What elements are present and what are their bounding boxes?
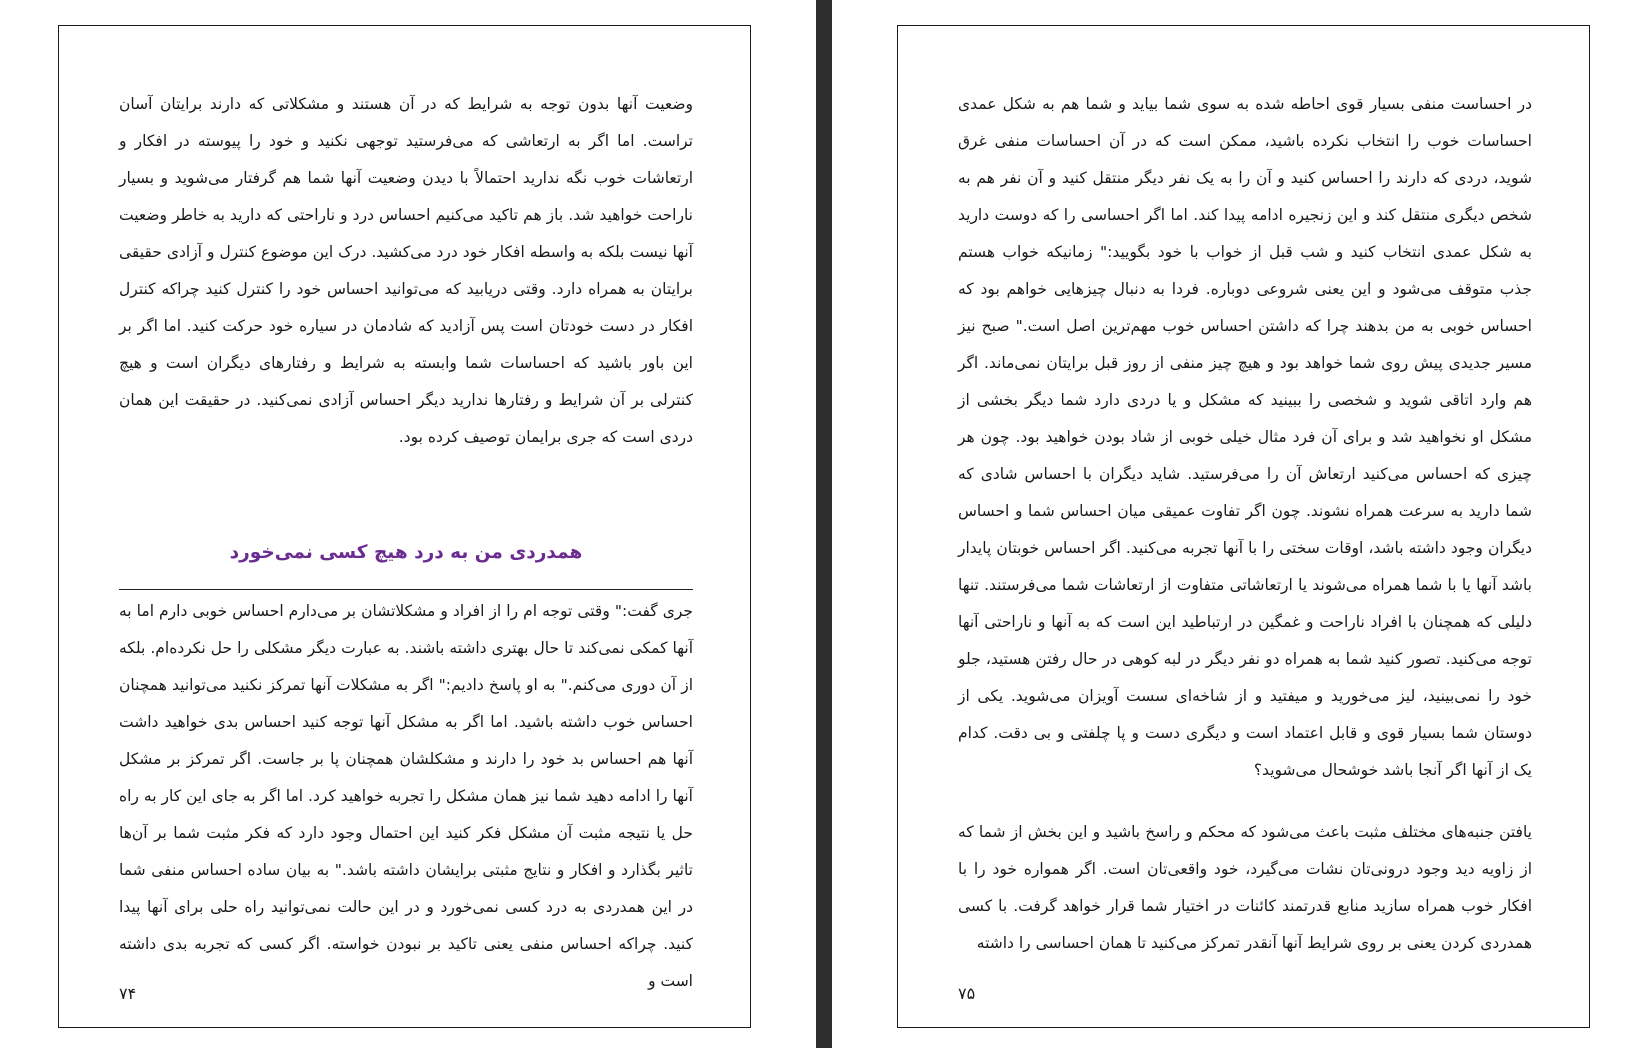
left-page xyxy=(58,25,751,1028)
left-paragraph-1: وضعیت آنها بدون توجه به شرایط که در آن هستند و مشکلاتی که دارند برایتان آسان تراست. اما اگر به ارتعاشی که می‌فرستید توجهی نکنید و خود را پیوسته در افکار و ارتعاشات خوب نگه ندارید احتمالاً با دیدن وضعیت آنها شما هم گرفتار می‌شوید و بسیار ناراحت خواهید شد. باز هم تاکید می‌کنیم احساس درد و ناراحتی که دارید به خاطر وضعیت آنها نیست بلکه به واسطه افکار خود درد می‌کشید. درک این موضوع کنترل و آزادی حقیقی برایتان به همراه دارد. وقتی دریابید که می‌توانید احساس خود را کنترل کنید چراکه کنترل افکار در دست خودتان است پس آزادید که شادمان در سیاره خود حرکت کنید. اما اگر بر این باور باشید که احساسات شما وابسته به شرایط و رفتارهای دیگران است و هیچ کنترلی بر آن شرایط و رفتارها ندارید دیگر احساس آزادی نمی‌کنید. در حقیقت این همان دردی است که جری برایمان توصیف کرده بود. xyxy=(119,95,693,446)
page-number-right: ۷۵ xyxy=(958,984,976,1003)
page-number-left: ۷۴ xyxy=(119,984,137,1003)
heading-divider xyxy=(119,589,693,590)
right-paragraph-2: یافتن جنبه‌های مختلف مثبت باعث می‌شود که محکم و راسخ باشید و این بخش از شما که از زاویه دید وجود درونی‌تان نشات می‌گیرد، خود واقعی‌تان است. اگر همواره خود را با افکار خوب همراه سازید منابع قدرتمند کائنات در اختیار شما قرار خواهد گرفت. با کسی همدردی کردن یعنی بر روی شرایط آنها آنقدر تمرکز می‌کنید تا همان احساسی را داشته xyxy=(958,823,1532,952)
left-paragraph-2: جری گفت:" وقتی توجه ام را از افراد و مشکلاتشان بر می‌دارم احساس خوبی دارم اما به آنها کمکی نمی‌کند تا حال بهتری داشته باشند. به عبارت دیگر مشکلی را حل نکرده‌ام. بلکه از آن دوری می‌کنم." به او پاسخ دادیم:" اگر به مشکلات آنها تمرکز نکنید می‌توانید همچنان احساس خوب داشته باشید. اما اگر به مشکل آنها توجه کنید احساس بدی خواهید داشت آنها هم احساس بد خود را دارند و مشکلشان همچنان پا بر جاست. اگر تمرکز بر مشکل آنها را ادامه دهید شما نیز همان مشکل را تجربه خواهید کرد. اما اگر به جای این کار به راه حل یا نتیجه مثبت آن مشکل فکر کنید این احتمال وجود دارد که فکر مثبت شما بر آن‌ها تاثیر بگذارد و افکار و نتایج مثبتی برایشان داشته باشد." به بیان ساده احساس منفی شما در این همدردی به درد کسی نمی‌خورد و در این حالت نمی‌توانید راه حلی برای آنها پیدا کنید. چراکه احساس منفی یعنی تاکید بر نبودن خواسته. اگر کسی که تجربه بدی داشته است و xyxy=(119,602,693,990)
right-paragraph-1: در احساست منفی بسیار قوی احاطه شده به سوی شما بیاید و شما هم به شکل عمدی احساسات خوب را انتخاب نکرده باشید، ممکن است که در آن احساسات منفی غرق شوید، دردی که دارند را احساس کنید و آن را به یک نفر دیگر منتقل کنید و آن نفر هم به شخص دیگری منتقل کند و این زنجیره ادامه پیدا کند. اما اگر احساسی را که دوست دارید به شکل عمدی انتخاب کنید و شب قبل از خواب با خود بگویید:" زمانیکه خواب هستم جذب متوقف می‌شود و این یعنی شروعی دوباره. فردا به دنبال چیزهایی خواهم بود که احساس خوبی به من بدهند چرا که داشتن احساس خوب مهم‌ترین اصل است." صبح نیز مسیر جدیدی پیش روی شما خواهد بود و هیچ چیز منفی از روز قبل برایتان نمی‌ماند. اگر هم وارد اتاقی شوید و شخصی را ببینید که مشکل و یا دردی دارد شما دیگر بخشی از مشکل او نخواهید شد و برای آن فرد مثال خیلی خوبی از شاد بودن خواهید بود. چون هر چیزی که احساس می‌کنید ارتعاش آن را می‌فرستید. شاید دیگران با احساس شادی که شما دارید به سرعت همراه نشوند. چون اگر تفاوت عمیقی میان احساس شما و احساس دیگران وجود داشته باشد، اوقات سختی را با آنها تجربه می‌کنید. اگر احساس خوبتان پایدار باشد آنها یا با شما همراه می‌شوند یا ارتعاشاتی متفاوت از ارتعاشات شما می‌فرستند. تنها دلیلی که همچنان با افراد ناراحت و غمگین در ارتباطید این است که به آنها و ناراحتی آنها توجه می‌کنید. تصور کنید شما به همراه دو نفر دیگر در لبه کوهی در حال رفتن هستید، جلو خود را نمی‌بینید، لیز می‌خورید و میفتید و از شاخه‌ای سست آویزان می‌شوید. یکی از دوستان شما بسیار قوی و قابل اعتماد است و دیگری دست و پا چلفتی و بی دقت. کدام یک از آنها اگر آنجا باشد خوشحال می‌شوید؟ xyxy=(958,95,1532,779)
book-spine xyxy=(816,0,832,1048)
right-page xyxy=(897,25,1590,1028)
section-heading: همدردی من به درد هیچ کسی نمی‌خورد xyxy=(229,542,583,563)
